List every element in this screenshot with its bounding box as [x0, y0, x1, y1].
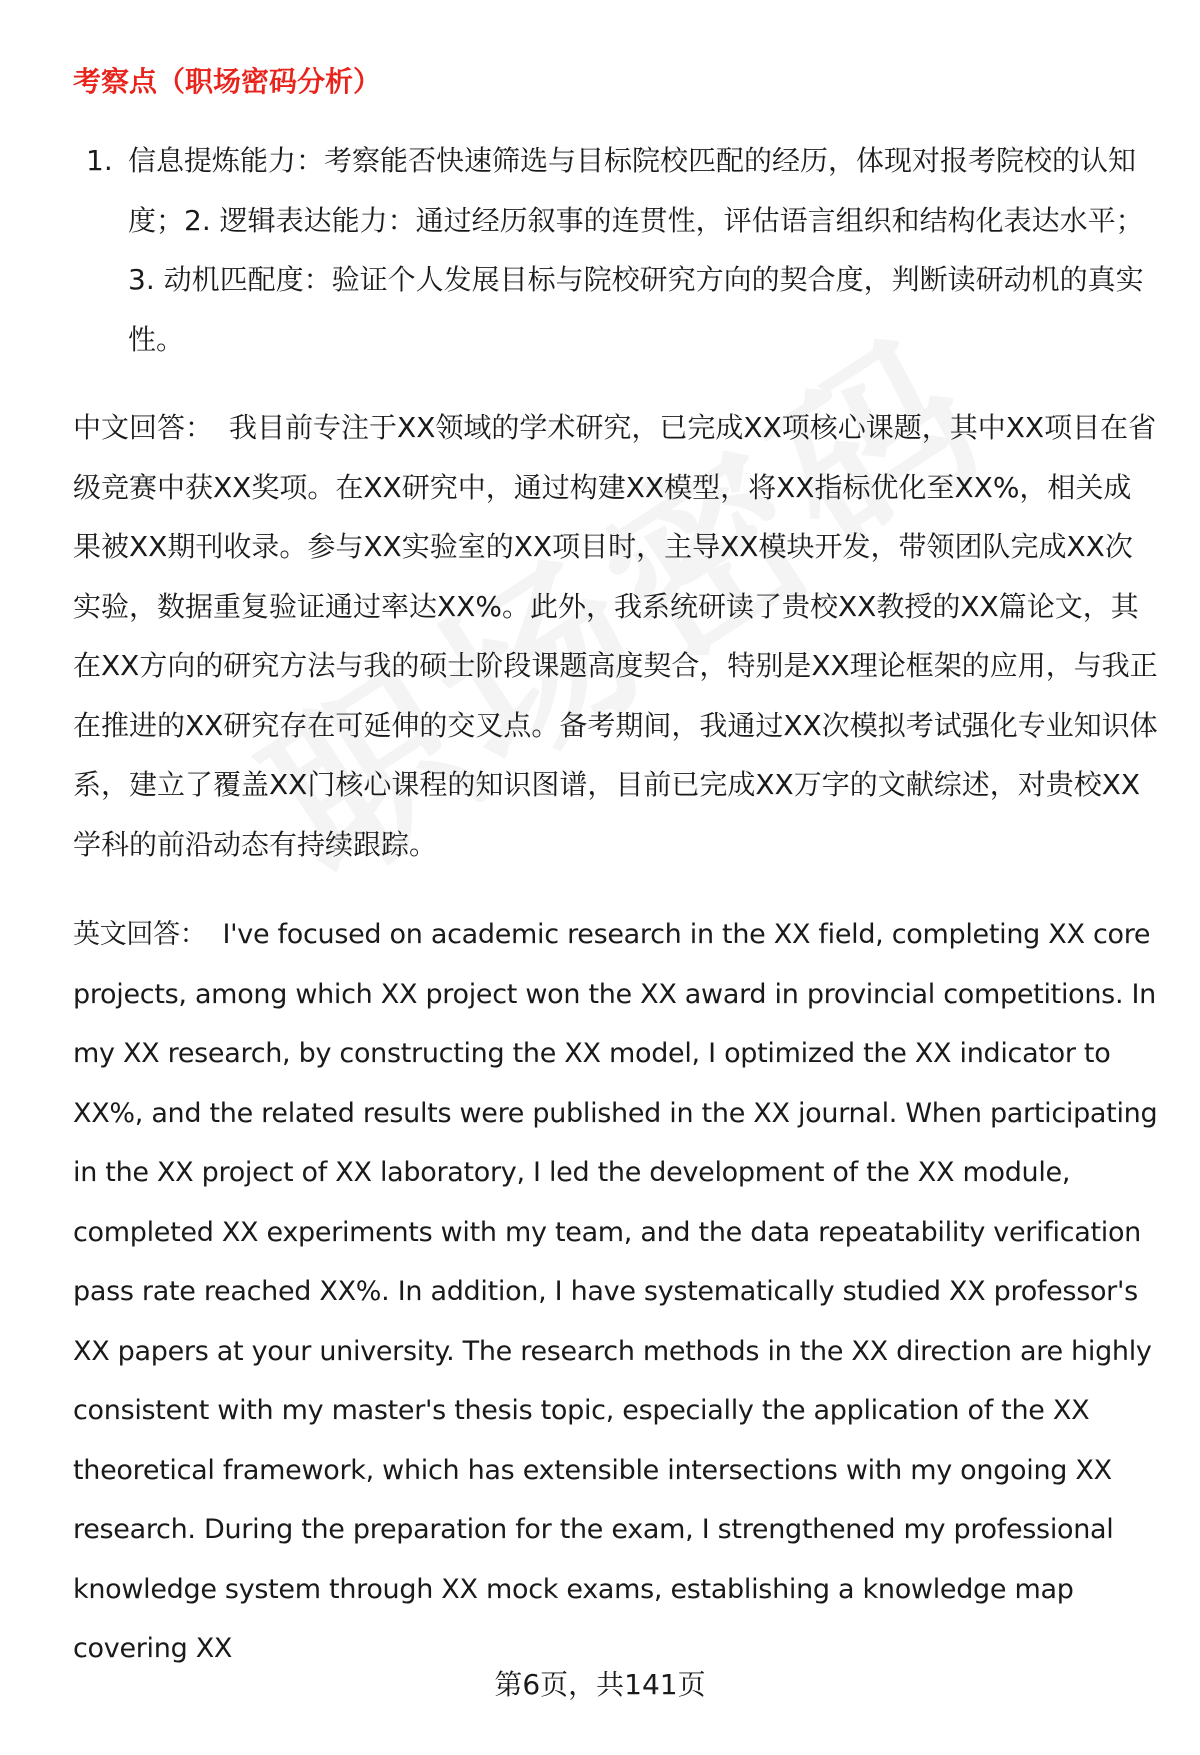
english-answer — [73, 905, 1158, 1679]
section-title: 考察点（职场密码分析） — [73, 65, 382, 98]
chinese-answer-text: 我目前专注于XX领域的学术研究，已完成XX项核心课题，其中XX项目在省级竞赛中获XX奖项。在XX研究中，通过构建XX模型，将XX指标优化至XX%，相关成果被XX期刊收录。参与XX实验室的XX项目时，主导XX模块开发，带领团队完成XX次实验，数据重复验证通过率达XX%。此外，我系统研读了贵校XX教授的XX篇论文，其在XX方向的研究方法与我的硕士阶段课题高度契合，特别是XX理论框架的应用，与我正在推进的XX研究存在可延伸的交叉点。备考期间，我通过XX次模拟考试强化专业知识体系，建立了覆盖XX门核心课程的知识图谱，目前已完成XX万字的文献综述，对贵校XX学科的前沿动态有持续跟踪。 — [73, 411, 1158, 861]
page-footer: 第6页，共141页 — [494, 1668, 706, 1701]
english-answer-text: I've focused on academic research in the XX field, completing XX core projects, among which XX project won the XX award in provincial competitions. In my XX research, by constructing the XX model, I optimized the XX indicator to XX%, and the related results were published in the XX journal. When participating in the XX project of XX laboratory, I led the development of the XX module, completed XX experiments with my team, and the data repeatability verification pass rate reached XX%. In addition, I have systematically studied XX professor's XX papers at your university. The research methods in the XX direction are highly consistent with my master's thesis topic, especially the application of the XX theoretical framework, which has extensible intersections with my ongoing XX research. During the preparation for the exam, I strengthened my professional knowledge system through XX mock exams, establishing a knowledge map covering XX — [73, 919, 1158, 1664]
analysis-list — [86, 131, 1156, 369]
chinese-answer-label: 中文回答： — [73, 411, 214, 444]
chinese-answer — [73, 398, 1158, 874]
list-item-text: 信息提炼能力：考察能否快速筛选与目标院校匹配的经历，体现对报考院校的认知度；2. 逻辑表达能力：通过经历叙事的连贯性，评估语言组织和结构化表达水平；3. 动机匹配度：验证个人发展目标与院校研究方向的契合度，判断读研动机的真实性。 — [128, 144, 1144, 356]
list-item-number: 1. — [86, 144, 113, 177]
list-item — [86, 131, 1156, 369]
english-answer-label: 英文回答： — [73, 919, 207, 950]
